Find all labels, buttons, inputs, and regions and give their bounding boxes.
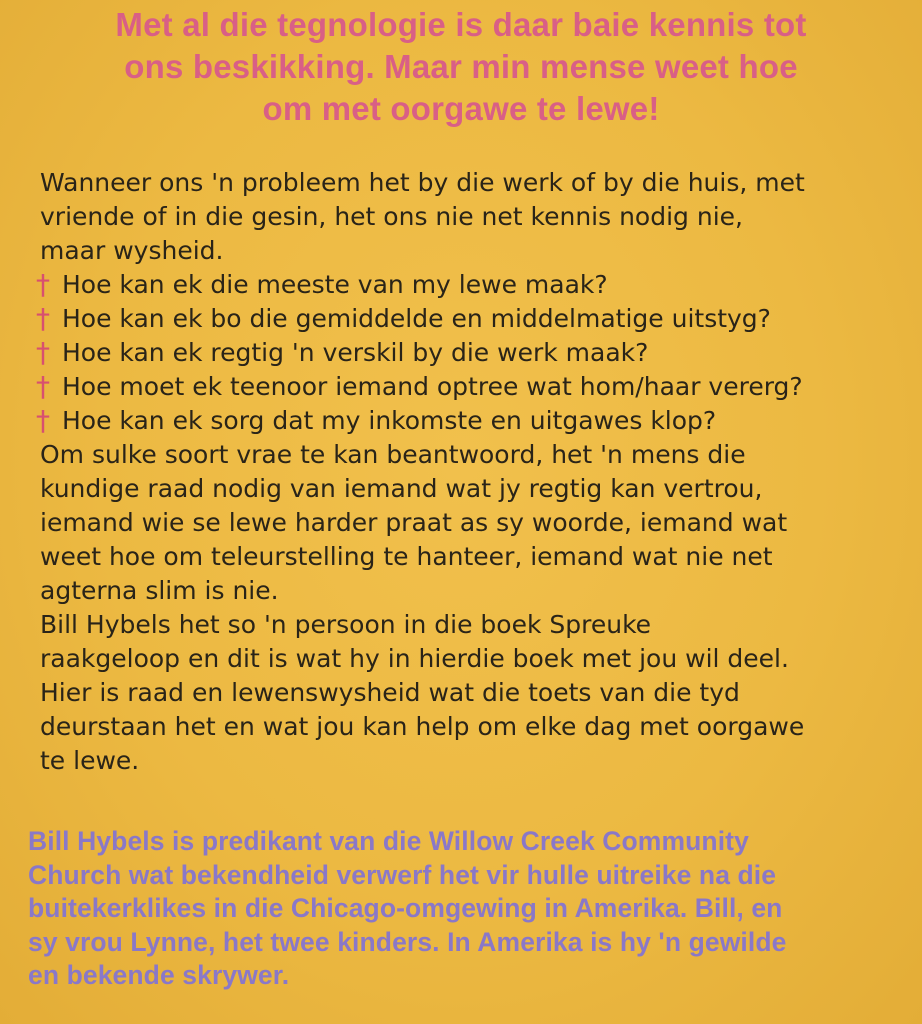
text-line: vriende of in die gesin, het ons nie net kennis nodig nie, bbox=[40, 202, 743, 231]
cross-icon: † bbox=[36, 370, 50, 403]
book-paragraph bbox=[40, 608, 910, 778]
answer-paragraph bbox=[40, 438, 910, 608]
bio-line: Church wat bekendheid verwerf het vir hulle uitreike na die bbox=[28, 859, 777, 890]
text-line: weet hoe om teleurstelling te hanteer, iemand wat nie net bbox=[40, 542, 773, 571]
text-line: Bill Hybels het so 'n persoon in die boek Spreuke bbox=[40, 610, 652, 639]
cross-icon: † bbox=[36, 404, 50, 437]
body-text bbox=[36, 166, 910, 778]
cross-icon: † bbox=[36, 268, 50, 301]
cross-icon: † bbox=[36, 336, 50, 369]
question-list bbox=[36, 268, 910, 438]
question-text: Hoe kan ek regtig 'n verskil by die werk maak? bbox=[62, 338, 649, 367]
headline-line: om met oorgawe te lewe! bbox=[262, 90, 660, 127]
headline-line: ons beskikking. Maar min mense weet hoe bbox=[124, 48, 798, 85]
question-text: Hoe kan ek bo die gemiddelde en middelmatige uitstyg? bbox=[62, 304, 771, 333]
text-line: agterna slim is nie. bbox=[40, 576, 279, 605]
bio-line: en bekende skrywer. bbox=[28, 960, 290, 990]
question-text: Hoe kan ek die meeste van my lewe maak? bbox=[62, 270, 608, 299]
text-line: Hier is raad en lewenswysheid wat die toets van die tyd bbox=[40, 678, 740, 707]
text-line: maar wysheid. bbox=[40, 236, 224, 265]
headline-line: Met al die tegnologie is daar baie kennis tot bbox=[115, 6, 807, 43]
text-line: Om sulke soort vrae te kan beantwoord, het 'n mens die bbox=[40, 440, 746, 469]
bio-line: Bill Hybels is predikant van die Willow Creek Community bbox=[28, 826, 749, 856]
text-line: raakgeloop en dit is wat hy in hierdie boek met jou wil deel. bbox=[40, 644, 789, 673]
text-line: deurstaan het en wat jou kan help om elke dag met oorgawe bbox=[40, 712, 805, 741]
question-item bbox=[36, 268, 910, 302]
text-line: Wanneer ons 'n probleem het by die werk of by die huis, met bbox=[40, 168, 805, 197]
author-bio bbox=[28, 825, 918, 993]
question-item bbox=[36, 336, 910, 370]
question-item bbox=[36, 370, 910, 404]
text-line: iemand wie se lewe harder praat as sy woorde, iemand wat bbox=[40, 508, 788, 537]
text-line: kundige raad nodig van iemand wat jy regtig kan vertrou, bbox=[40, 474, 763, 503]
question-text: Hoe moet ek teenoor iemand optree wat hom/haar vererg? bbox=[62, 372, 803, 401]
bio-line: buitekerklikes in die Chicago-omgewing in Amerika. Bill, en bbox=[28, 893, 783, 923]
bio-line: sy vrou Lynne, het twee kinders. In Amerika is hy 'n gewilde bbox=[28, 926, 787, 957]
question-item bbox=[36, 302, 910, 336]
question-item bbox=[36, 404, 910, 438]
cross-icon: † bbox=[36, 302, 50, 335]
headline bbox=[20, 4, 902, 130]
intro-paragraph bbox=[40, 166, 910, 268]
question-text: Hoe kan ek sorg dat my inkomste en uitgawes klop? bbox=[62, 406, 717, 435]
text-line: te lewe. bbox=[40, 746, 140, 775]
